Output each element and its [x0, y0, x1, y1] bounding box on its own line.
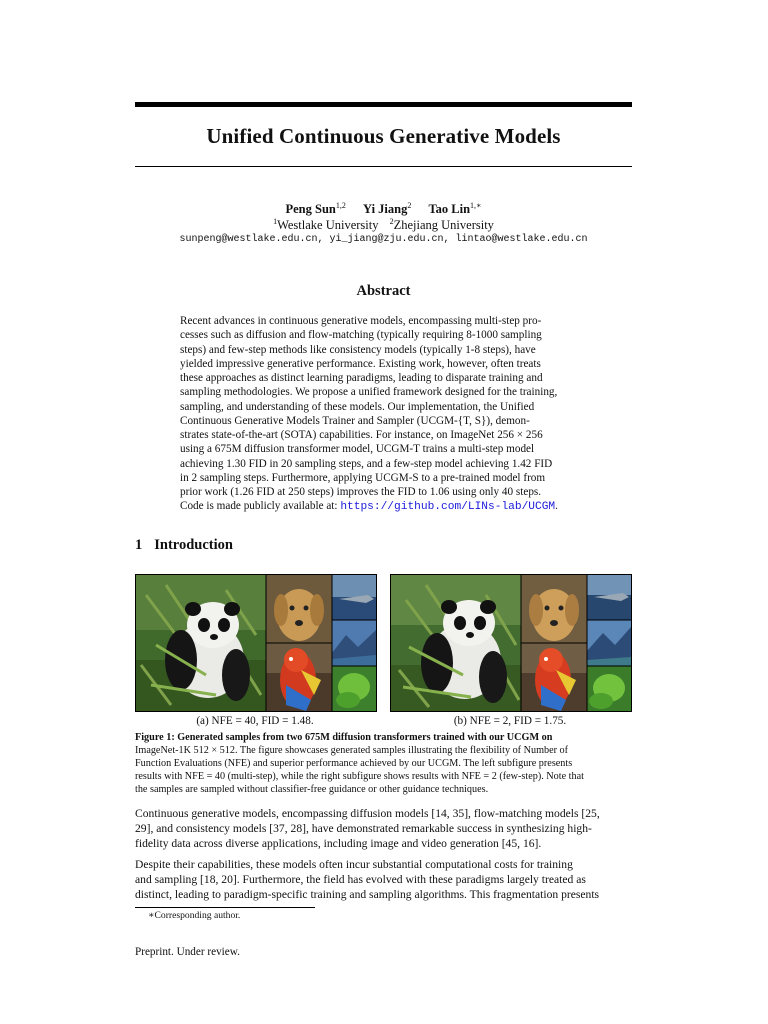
abstract-line: prior work (1.26 FID at 250 steps) improves the FID to 1.06 using only 40 steps.: [180, 486, 542, 498]
paper-title: Unified Continuous Generative Models: [206, 124, 561, 148]
section-number: 1: [135, 537, 143, 553]
affiliation: Zhejiang University: [393, 218, 494, 233]
footnote: ∗Corresponding author.: [148, 910, 241, 921]
title-rule-bottom: [135, 166, 632, 167]
title-rule-top: [135, 102, 632, 107]
body-line: fidelity data across diverse applications, including image and video generation [45, 16].: [135, 837, 542, 850]
abstract-body: [180, 314, 588, 515]
affiliation-sup: 2: [389, 217, 394, 226]
body-line: 29], and consistency models [37, 28], have demonstrated remarkable success in synthesizing high-: [135, 822, 592, 835]
subcaption-a: (a) NFE = 40, FID = 1.48.: [196, 715, 314, 727]
caption-line: the samples are sampled without classifier-free guidance or other guidance techniques.: [135, 784, 489, 796]
paragraph-1: [135, 806, 632, 851]
abstract-line: steps) and few-step methods like consistency models (typically 1-8 steps), have: [180, 343, 536, 356]
figure-panel-b: [390, 574, 632, 712]
abstract-line: sampling methodologies. We propose a unified framework designed for the training,: [180, 386, 558, 399]
abstract-line: using a 675M diffusion transformer model, UCGM-T trains a multi-step model: [180, 443, 535, 456]
affiliations: [135, 217, 632, 233]
author-name: Yi Jiang: [363, 202, 408, 217]
paragraph-2: [135, 857, 632, 902]
abstract-line-code: Code is made publicly available at: https://github.com/LINs-lab/UCGM.: [180, 500, 558, 514]
abstract-heading: Abstract: [356, 283, 411, 299]
footnote-rule: [135, 907, 315, 908]
abstract-line: cesses such as diffusion and flow-matching (typically requiring 8-1000 sampling: [180, 329, 542, 342]
caption-line: Figure 1: Generated samples from two 675M diffusion transformers trained with our UCGM on: [135, 732, 553, 743]
sample-image-grid: [136, 575, 376, 711]
body-line: Continuous generative models, encompassing diffusion models [14, 35], flow-matching models [25,: [135, 807, 600, 820]
sample-image-grid: [391, 575, 631, 711]
body-line: Despite their capabilities, these models often incur substantial computational costs for training: [135, 858, 573, 871]
subcaption-b: (b) NFE = 2, FID = 1.75.: [453, 715, 567, 727]
abstract-line: yielded impressive generative performance. Existing work, however, often treats: [180, 357, 541, 370]
author-sup: 1,2: [335, 201, 346, 210]
author-sup: 1,∗: [470, 201, 482, 210]
author-name: Peng Sun: [285, 202, 336, 217]
affiliation: Westlake University: [277, 218, 379, 233]
preprint-note: Preprint. Under review.: [135, 946, 240, 958]
abstract-line: Continuous Generative Models Trainer and Sampler (UCGM-{T, S}), demon-: [180, 414, 530, 427]
author-list: [135, 201, 632, 217]
abstract-line: in 2 sampling steps. Furthermore, applying UCGM-S to a pre-trained model from: [180, 471, 546, 484]
figure-caption: [135, 731, 632, 796]
author-emails: sunpeng@westlake.edu.cn, yi_jiang@zju.edu.cn, lintao@westlake.edu.cn: [179, 234, 588, 245]
abstract-line: these approaches as distinct learning paradigms, leading to disparate training and: [180, 372, 543, 384]
author-sup: 2: [407, 201, 412, 210]
section-title: Introduction: [154, 537, 233, 553]
abstract-line: sampling, and understanding of these models. Our implementation, the Unified: [180, 400, 535, 413]
caption-line: Function Evaluations (NFE) and superior performance achieved by our UCGM. The left subfigure presents: [135, 758, 573, 770]
author: [428, 202, 481, 216]
caption-line: ImageNet-1K 512 × 512. The figure showcases generated samples illustrating the flexibility of Number of: [135, 745, 569, 757]
abstract-line: strates state-of-the-art (SOTA) capabilities. For instance, on ImageNet 256 × 256: [180, 429, 543, 441]
author-name: Tao Lin: [428, 202, 471, 217]
author: [286, 202, 346, 216]
section-heading: [135, 537, 233, 554]
figure-panel-a: [135, 574, 377, 712]
affiliation-sup: 1: [273, 217, 278, 226]
code-link[interactable]: https://github.com/LINs-lab/UCGM: [340, 501, 556, 514]
body-line: and sampling [18, 20]. Furthermore, the field has evolved with these paradigms largely treated as: [135, 873, 586, 886]
author: [363, 202, 411, 216]
abstract-line: achieving 1.30 FID in 20 sampling steps, and a few-step model achieving 1.42 FID: [180, 457, 553, 470]
body-line: distinct, leading to paradigm-specific training and sampling algorithms. This fragmentation presents: [135, 888, 600, 901]
caption-line: results with NFE = 40 (multi-step), while the right subfigure shows results with NFE = 2 (few-step). Note that: [135, 771, 584, 783]
abstract-code-prefix: Code is made publicly available at:: [180, 500, 341, 513]
abstract-line: Recent advances in continuous generative models, encompassing multi-step pro-: [180, 315, 542, 327]
